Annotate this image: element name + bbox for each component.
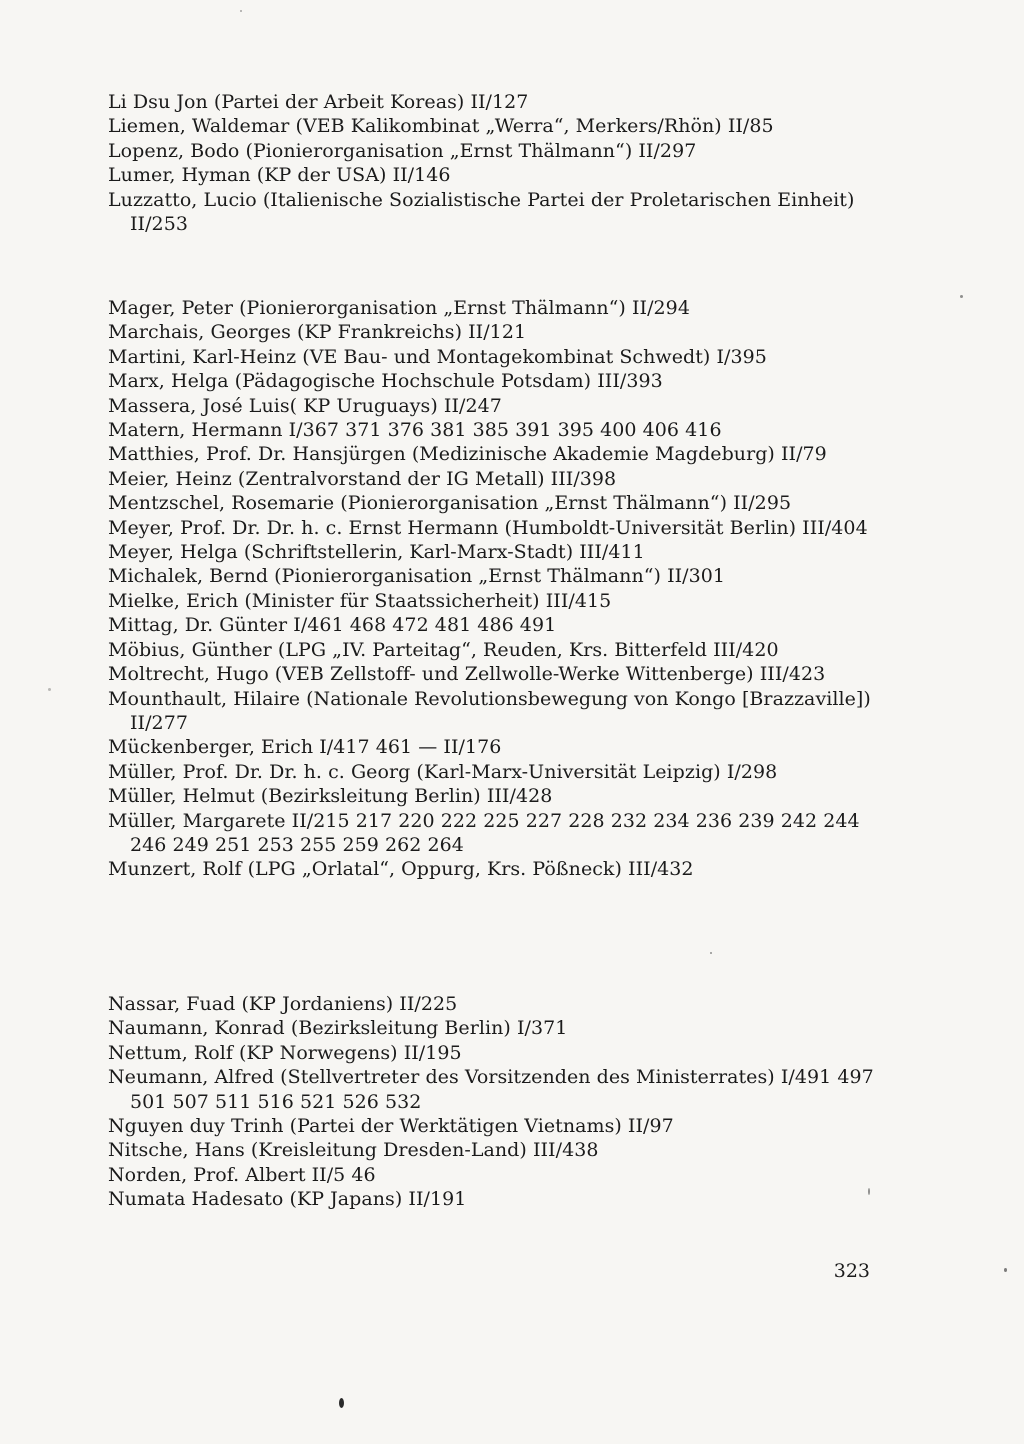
index-entry: Massera, José Luis( KP Uruguays) II/247 <box>108 394 502 417</box>
index-entry: Nettum, Rolf (KP Norwegens) II/195 <box>108 1041 462 1064</box>
index-entry: Norden, Prof. Albert II/5 46 <box>108 1163 376 1186</box>
index-entry: Müller, Prof. Dr. Dr. h. c. Georg (Karl-Marx-Universität Leipzig) I/298 <box>108 760 778 783</box>
index-entry: Naumann, Konrad (Bezirksleitung Berlin) I/371 <box>108 1017 568 1040</box>
index-group-n <box>108 992 880 1212</box>
index-entry: Mielke, Erich (Minister für Staatssicherheit) III/415 <box>108 589 612 612</box>
index-entry: Numata Hadesato (KP Japans) II/191 <box>108 1188 467 1211</box>
index-entry: Liemen, Waldemar (VEB Kalikombinat „Werra“, Merkers/Rhön) II/85 <box>108 115 774 138</box>
index-entry: Luzzatto, Lucio (Italienische Sozialistische Partei der Proletarischen Einheit) II/253 <box>108 188 855 236</box>
scan-speck <box>339 1398 344 1408</box>
scan-speck <box>960 295 963 298</box>
scan-speck <box>1004 1268 1007 1272</box>
index-entry: Neumann, Alfred (Stellvertreter des Vorsitzenden des Ministerrates) I/491 497 501 507 511 516 521 526 532 <box>108 1066 874 1113</box>
index-entry: Mager, Peter (Pionierorganisation „Ernst Thälmann“) II/294 <box>108 297 690 319</box>
index-entry: Meier, Heinz (Zentralvorstand der IG Metall) III/398 <box>108 467 617 490</box>
index-entry: Möbius, Günther (LPG „IV. Parteitag“, Reuden, Krs. Bitterfeld III/420 <box>108 638 779 661</box>
index-entry: Munzert, Rolf (LPG „Orlatal“, Oppurg, Krs. Pößneck) III/432 <box>108 858 694 881</box>
index-entry: Lumer, Hyman (KP der USA) II/146 <box>108 164 451 187</box>
index-group-m <box>108 296 880 882</box>
index-group-l <box>108 90 880 236</box>
scan-speck <box>710 952 712 954</box>
index-entry: Michalek, Bernd (Pionierorganisation „Ernst Thälmann“) II/301 <box>108 565 726 588</box>
index-entry: Marchais, Georges (KP Frankreichs) II/121 <box>108 321 527 344</box>
scan-speck <box>48 688 51 691</box>
index-entry: Nassar, Fuad (KP Jordaniens) II/225 <box>108 993 458 1015</box>
index-entry: Mentzschel, Rosemarie (Pionierorganisation „Ernst Thälmann“) II/295 <box>108 492 792 515</box>
index-entry: Nguyen duy Trinh (Partei der Werktätigen Vietnams) II/97 <box>108 1115 674 1138</box>
scan-speck <box>868 1188 870 1195</box>
index-entry: Lopenz, Bodo (Pionierorganisation „Ernst Thälmann“) II/297 <box>108 139 697 162</box>
index-entry: Meyer, Prof. Dr. Dr. h. c. Ernst Hermann (Humboldt-Universität Berlin) III/404 <box>108 516 868 539</box>
index-entry: Mückenberger, Erich I/417 461 — II/176 <box>108 736 502 759</box>
index-entry: Meyer, Helga (Schriftstellerin, Karl-Marx-Stadt) III/411 <box>108 541 645 564</box>
index-entry: Müller, Margarete II/215 217 220 222 225 227 228 232 234 236 239 242 244 246 249 251 253 255 259 262 264 <box>108 809 860 856</box>
index-entry: Nitsche, Hans (Kreisleitung Dresden-Land) III/438 <box>108 1139 599 1162</box>
page-number: 323 <box>833 1260 870 1282</box>
index-entry: Mounthault, Hilaire (Nationale Revolutionsbewegung von Kongo [Brazzaville]) II/277 <box>108 687 871 734</box>
index-entry: Marx, Helga (Pädagogische Hochschule Potsdam) III/393 <box>108 370 663 393</box>
index-entry: Müller, Helmut (Bezirksleitung Berlin) III/428 <box>108 785 553 808</box>
scan-speck <box>240 10 242 12</box>
index-entry: Moltrecht, Hugo (VEB Zellstoff- und Zellwolle-Werke Wittenberge) III/423 <box>108 663 826 686</box>
index-entry: Mittag, Dr. Günter I/461 468 472 481 486 491 <box>108 614 557 637</box>
index-entry: Martini, Karl-Heinz (VE Bau- und Montagekombinat Schwedt) I/395 <box>108 345 767 368</box>
index-entry: Li Dsu Jon (Partei der Arbeit Koreas) II/127 <box>108 91 529 113</box>
index-entry: Matthies, Prof. Dr. Hansjürgen (Medizinische Akademie Magdeburg) II/79 <box>108 443 827 466</box>
index-entry: Matern, Hermann I/367 371 376 381 385 391 395 400 406 416 <box>108 419 722 442</box>
